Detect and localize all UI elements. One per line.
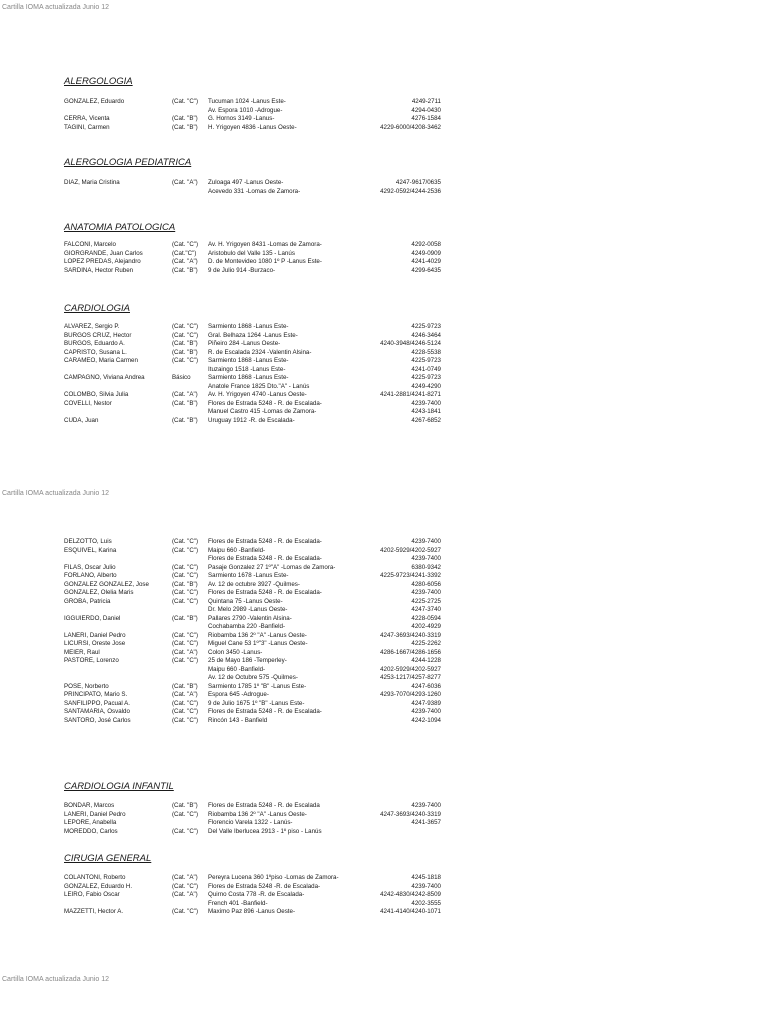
phone-number: 4267-6852 — [411, 416, 441, 424]
address: Pallares 2790 -Valentin Alsina- — [208, 614, 292, 622]
address: Manuel Castro 415 -Lomas de Zamora- — [208, 408, 317, 415]
phone-number: 4225-9723/4241-3392 — [380, 572, 441, 579]
phone-number: 4202-5929/4202-5927 — [380, 665, 441, 673]
provider-name: SANTAMARIA, Osvaldo — [64, 708, 130, 715]
page-header: Cartilla IOMA actualizada Junio 12 — [2, 976, 109, 983]
phone-number: 4229-6000/4208-3462 — [380, 123, 441, 131]
category-label: (Cat. "A") — [172, 891, 198, 898]
provider-name: LANERI, Daniel Pedro — [64, 810, 126, 818]
category-label: (Cat. "C") — [172, 708, 199, 715]
address: 9 de Julio 914 -Burzaco- — [208, 266, 276, 274]
address: Flores de Estrada 5248 - R. de Escalada- — [208, 589, 322, 596]
address: R. de Escalada 2324 -Valentin Alsina- — [208, 348, 312, 356]
phone-number: 4242-1094 — [411, 716, 441, 724]
category-label: (Cat. "C") — [172, 546, 199, 554]
phone-number: 4239-7400 — [411, 708, 441, 715]
page-header: Cartilla IOMA actualizada Junio 12 — [2, 490, 109, 497]
phone-number: 6380-9342 — [411, 563, 441, 571]
address: Flores de Estrada 5248 - R. de Escalada- — [208, 399, 322, 407]
category-label: (Cat. "C") — [172, 699, 199, 707]
provider-name: CUDA, Juan — [64, 416, 99, 424]
category-label: (Cat. "A") — [172, 391, 198, 398]
category-label: (Cat. "C") — [172, 827, 199, 835]
category-label: (Cat. "C") — [172, 98, 199, 105]
provider-name: LEIRO, Fabio Oscar — [64, 891, 120, 898]
provider-name: FORLANO, Alberto — [64, 572, 117, 579]
address: Maipu 660 -Banfield- — [208, 546, 266, 554]
category-label: (Cat. "C") — [172, 657, 199, 664]
address: Cochabamba 220 -Banfield- — [208, 623, 286, 630]
address: Maximo Paz 896 -Lanus Oeste- — [208, 908, 296, 915]
provider-name: MEIER, Raul — [64, 648, 100, 656]
category-label: (Cat. "B") — [172, 416, 198, 424]
address: Espora 645 -Adrogue- — [208, 691, 269, 698]
provider-name: BONDAR, Marcos — [64, 802, 115, 809]
phone-number: 4249-4290 — [411, 382, 441, 390]
phone-number: 4249-2711 — [411, 98, 441, 105]
provider-name: DIAZ, Maria Cristina — [64, 179, 120, 186]
address: Dr. Melo 2989 -Lanus Oeste- — [208, 606, 288, 613]
provider-name: DELZOTTO, Luis — [64, 538, 112, 545]
address: Riobamba 136 2º "A" -Lanus Oeste- — [208, 810, 307, 818]
category-label: (Cat. "C") — [172, 572, 199, 579]
category-label: (Cat. "C") — [172, 357, 199, 364]
phone-number: 4247-3740 — [411, 606, 441, 613]
category-label: (Cat. "C") — [172, 563, 199, 571]
address: Flores de Estrada 5248 - R. de Escalada- — [208, 555, 322, 562]
provider-name: ESQUIVEL, Karina — [64, 546, 117, 554]
category-label: (Cat. "B") — [172, 115, 198, 122]
phone-number: 4293-7070/4293-1260 — [380, 691, 441, 698]
address: Sarmiento 1868 -Lanus Este- — [208, 374, 289, 381]
category-label: (Cat. "B") — [172, 340, 198, 347]
phone-number: 4202-3555 — [411, 899, 441, 907]
phone-number: 4241-2881/4241-8271 — [380, 391, 441, 398]
section-title-alergologia: ALERGOLOGIA — [64, 76, 133, 87]
category-label: (Cat. "B") — [172, 266, 198, 274]
provider-name: GONZALEZ, Olelia Maris — [64, 589, 134, 596]
phone-number: 4241-4029 — [411, 258, 441, 265]
provider-name: LOPEZ PREDAS, Alejandro — [64, 258, 141, 265]
table-row — [0, 123, 768, 132]
phone-number: 4225-9723 — [411, 323, 441, 330]
category-label: (Cat. "B") — [172, 682, 198, 690]
address: Sarmiento 1868 -Lanus Este- — [208, 357, 289, 364]
phone-number: 4294-0430 — [411, 106, 441, 114]
address: Uruguay 1912 -R. de Escalada- — [208, 416, 295, 424]
address: Flores de Estrada 5248 -R. de Escalada- — [208, 882, 321, 890]
address: Gral. Belhaza 1264 -Lanus Este- — [208, 331, 298, 339]
provider-name: GIORGRANDE, Juan Carlos — [64, 249, 143, 257]
address: Pasaje Gonzalez 27 1º"A" -Lomas de Zamora- — [208, 563, 336, 571]
provider-name: LANERI, Daniel Pedro — [64, 631, 126, 639]
category-label: (Cat. "A") — [172, 691, 198, 698]
category-label: (Cat. "A") — [172, 874, 198, 881]
address: Av. 12 de octubre 3927 -Quilmes- — [208, 580, 300, 588]
provider-name: COVELLI, Nestor — [64, 399, 112, 407]
phone-number: 4241-4140/4240-1071 — [380, 908, 441, 915]
category-label: (Cat. "A") — [172, 179, 198, 186]
address: Av. H. Yrigoyen 4740 -Lanus Oeste- — [208, 391, 307, 398]
provider-name: CARAMEO, Maria Carmen — [64, 357, 138, 364]
address: Flores de Estrada 5248 - R. de Escalada- — [208, 708, 322, 715]
provider-name: BURGOS, Eduardo A. — [64, 340, 125, 347]
category-label: Básico — [172, 374, 191, 381]
provider-name: BURGOS CRUZ, Hector — [64, 331, 132, 339]
phone-number: 4241-3657 — [411, 819, 441, 826]
phone-number: 4276-1584 — [411, 115, 441, 122]
phone-number: 4243-1841 — [411, 408, 441, 415]
provider-name: COLOMBO, Silvia Julia — [64, 391, 129, 398]
phone-number: 4202-5929/4202-5927 — [380, 546, 441, 554]
category-label: (Cat. "C") — [172, 538, 199, 545]
phone-number: 4247-6036 — [411, 682, 441, 690]
provider-name: POSE, Norberto — [64, 682, 109, 690]
address: Zuloaga 497 -Lanus Oeste- — [208, 179, 284, 186]
address: French 401 -Banfield- — [208, 899, 268, 907]
phone-number: 4244-1228 — [411, 657, 441, 664]
category-label: (Cat. "C") — [172, 882, 199, 890]
phone-number: 4246-3464 — [411, 331, 441, 339]
address: Av. H. Yrigoyen 8431 -Lomas de Zamora- — [208, 241, 322, 248]
address: Anatole France 1825 Dto."A" - Lanús — [208, 382, 310, 390]
address: Sarmiento 1785 1º "B" -Lanus Este- — [208, 682, 307, 690]
address: Aristobulo del Valle 135 - Lanús — [208, 249, 295, 257]
category-label: (Cat. "A") — [172, 258, 198, 265]
provider-name: LEPORE, Anabella — [64, 819, 117, 826]
provider-name: ALVAREZ, Sergio P. — [64, 323, 120, 330]
phone-number: 4253-1217/4257-8277 — [380, 674, 441, 681]
address: Av. 12 de Octubre 575 -Quilmes- — [208, 674, 298, 681]
provider-name: GONZALEZ, Eduardo — [64, 98, 125, 105]
phone-number: 4247-9617/0635 — [395, 179, 441, 186]
category-label: (Cat."C") — [172, 249, 197, 257]
address: Piñeiro 284 -Lanus Oeste- — [208, 340, 281, 347]
category-label: (Cat. "B") — [172, 614, 198, 622]
phone-number: 4247-3693/4240-3319 — [380, 810, 441, 818]
address: Sarmiento 1868 -Lanus Este- — [208, 323, 289, 330]
table-row — [0, 187, 768, 196]
section-title-cardiologia-infantil: CARDIOLOGIA INFANTIL — [64, 781, 174, 792]
phone-number: 4249-0909 — [411, 249, 441, 257]
provider-name: MAZZETTI, Hector A. — [64, 908, 124, 915]
category-label: (Cat. "C") — [172, 640, 199, 647]
section-title-alergologia-pediatrica: ALERGOLOGIA PEDIATRICA — [64, 157, 192, 168]
address: Quirno Costa 778 -R. de Escalada- — [208, 891, 305, 898]
phone-number: 4239-7400 — [411, 538, 441, 545]
section-title-anatomia-patologica: ANATOMIA PATOLOGICA — [64, 222, 176, 233]
phone-number: 4225-2262 — [411, 640, 441, 647]
phone-number: 4239-7400 — [411, 399, 441, 407]
category-label: (Cat. "B") — [172, 123, 198, 131]
provider-name: GONZALEZ, Eduardo H. — [64, 882, 133, 890]
phone-number: 4202-4929 — [411, 623, 441, 630]
phone-number: 4225-2725 — [411, 597, 441, 605]
address: Riobamba 136 2º "A" -Lanus Oeste- — [208, 631, 307, 639]
table-row — [0, 716, 768, 725]
category-label: (Cat. "C") — [172, 331, 199, 339]
provider-name: CAPRISTO, Susana L. — [64, 348, 127, 356]
phone-number: 4228-5538 — [411, 348, 441, 356]
category-label: (Cat. "C") — [172, 241, 199, 248]
provider-name: SANFILIPPO, Pacual A. — [64, 699, 131, 707]
category-label: (Cat. "C") — [172, 716, 199, 724]
provider-name: PRINCIPATO, Mario S. — [64, 691, 128, 698]
provider-name: MOREDDO, Carlos — [64, 827, 118, 835]
table-row — [0, 827, 768, 836]
provider-name: PASTORE, Lorenzo — [64, 657, 119, 664]
address: Tucuman 1024 -Lanus Este- — [208, 98, 286, 105]
provider-name: LICURSI, Oreste Jose — [64, 640, 126, 647]
section-title-cirugia-general: CIRUGIA GENERAL — [64, 853, 152, 864]
page-header: Cartilla IOMA actualizada Junio 12 — [2, 4, 109, 11]
phone-number: 4292-0058 — [411, 241, 441, 248]
phone-number: 4228-0594 — [411, 614, 441, 622]
address: 9 de Julio 1675 1º "B" -Lanus Este- — [208, 699, 305, 707]
category-label: (Cat. "C") — [172, 597, 199, 605]
category-label: (Cat. "A") — [172, 648, 198, 656]
phone-number: 4280-6056 — [411, 580, 441, 588]
category-label: (Cat. "C") — [172, 631, 199, 639]
provider-name: FALCONI, Marcelo — [64, 241, 116, 248]
address: Quintana 75 -Lanus Oeste- — [208, 597, 283, 605]
provider-name: GONZALEZ GONZALEZ, Jose — [64, 580, 149, 588]
provider-name: GROBA, Patricia — [64, 597, 111, 605]
address: Flores de Estrada 5248 - R. de Escalada — [208, 802, 320, 809]
table-row — [0, 416, 768, 425]
phone-number: 4225-9723 — [411, 374, 441, 381]
address: Del Valle Iberlucea 2913 - 1º piso - Lanús — [208, 827, 322, 835]
address: Miguel Cane 53 1º"3" -Lanus Oeste- — [208, 640, 308, 647]
phone-number: 4245-1818 — [411, 874, 441, 881]
category-label: (Cat. "B") — [172, 802, 198, 809]
phone-number: 4240-3948/4246-5124 — [380, 340, 441, 347]
address: Acevedo 331 -Lomas de Zamora- — [208, 187, 301, 195]
address: G. Hornos 3149 -Lanus- — [208, 115, 275, 122]
phone-number: 4239-7400 — [411, 555, 441, 562]
category-label: (Cat. "B") — [172, 399, 198, 407]
phone-number: 4247-3693/4240-3319 — [380, 631, 441, 639]
category-label: (Cat. "C") — [172, 908, 199, 915]
address: Florencio Varela 1322 - Lanús- — [208, 819, 293, 826]
address: Maipu 660 -Banfield- — [208, 665, 266, 673]
category-label: (Cat. "C") — [172, 323, 199, 330]
address: Av. Espora 1010 -Adrogue- — [208, 106, 283, 114]
table-row — [0, 907, 768, 916]
address: Pereyra Lucena 360 1ºpiso -Lomas de Zamora- — [208, 874, 339, 881]
phone-number: 4292-0592/4244-2536 — [380, 187, 441, 195]
address: Sarmiento 1678 -Lanus Este- — [208, 572, 289, 579]
provider-name: FILAS, Oscar Julio — [64, 563, 116, 571]
phone-number: 4239-7400 — [411, 802, 441, 809]
provider-name: CAMPAGNO, Viviana Andrea — [64, 374, 145, 381]
provider-name: CERRA, Vicenta — [64, 115, 110, 122]
phone-number: 4242-4830/4242-8509 — [380, 891, 441, 898]
phone-number: 4286-1667/4286-1656 — [380, 648, 441, 656]
phone-number: 4241-0749 — [411, 365, 441, 373]
address: Rincón 143 - Banfield — [208, 716, 268, 724]
address: Ituzaingo 1518 -Lanus Este- — [208, 365, 286, 373]
phone-number: 4239-7400 — [411, 882, 441, 890]
address: Colon 3450 -Lanus- — [208, 648, 263, 656]
phone-number: 4239-7400 — [411, 589, 441, 596]
provider-name: COLANTONI, Roberto — [64, 874, 126, 881]
category-label: (Cat. "B") — [172, 580, 198, 588]
provider-name: TAGINI, Carmen — [64, 123, 110, 131]
category-label: (Cat. "C") — [172, 589, 199, 596]
address: Flores de Estrada 5248 - R. de Escalada- — [208, 538, 322, 545]
address: 25 de Mayo 186 -Temperley- — [208, 657, 287, 664]
phone-number: 4225-9723 — [411, 357, 441, 364]
phone-number: 4247-9389 — [411, 699, 441, 707]
address: D. de Montevideo 1080 1º P -Lanus Este- — [208, 258, 322, 265]
provider-name: IGGUIERDO, Daniel — [64, 614, 121, 622]
provider-name: SARDINA, Hector Ruben — [64, 266, 134, 274]
provider-name: SANTORO, José Carlos — [64, 716, 131, 724]
category-label: (Cat. "B") — [172, 348, 198, 356]
table-row — [0, 266, 768, 275]
phone-number: 4299-6435 — [411, 266, 441, 274]
category-label: (Cat. "C") — [172, 810, 199, 818]
section-title-cardiologia: CARDIOLOGIA — [64, 303, 130, 314]
address: H. Yrigoyen 4836 -Lanus Oeste- — [208, 123, 297, 131]
